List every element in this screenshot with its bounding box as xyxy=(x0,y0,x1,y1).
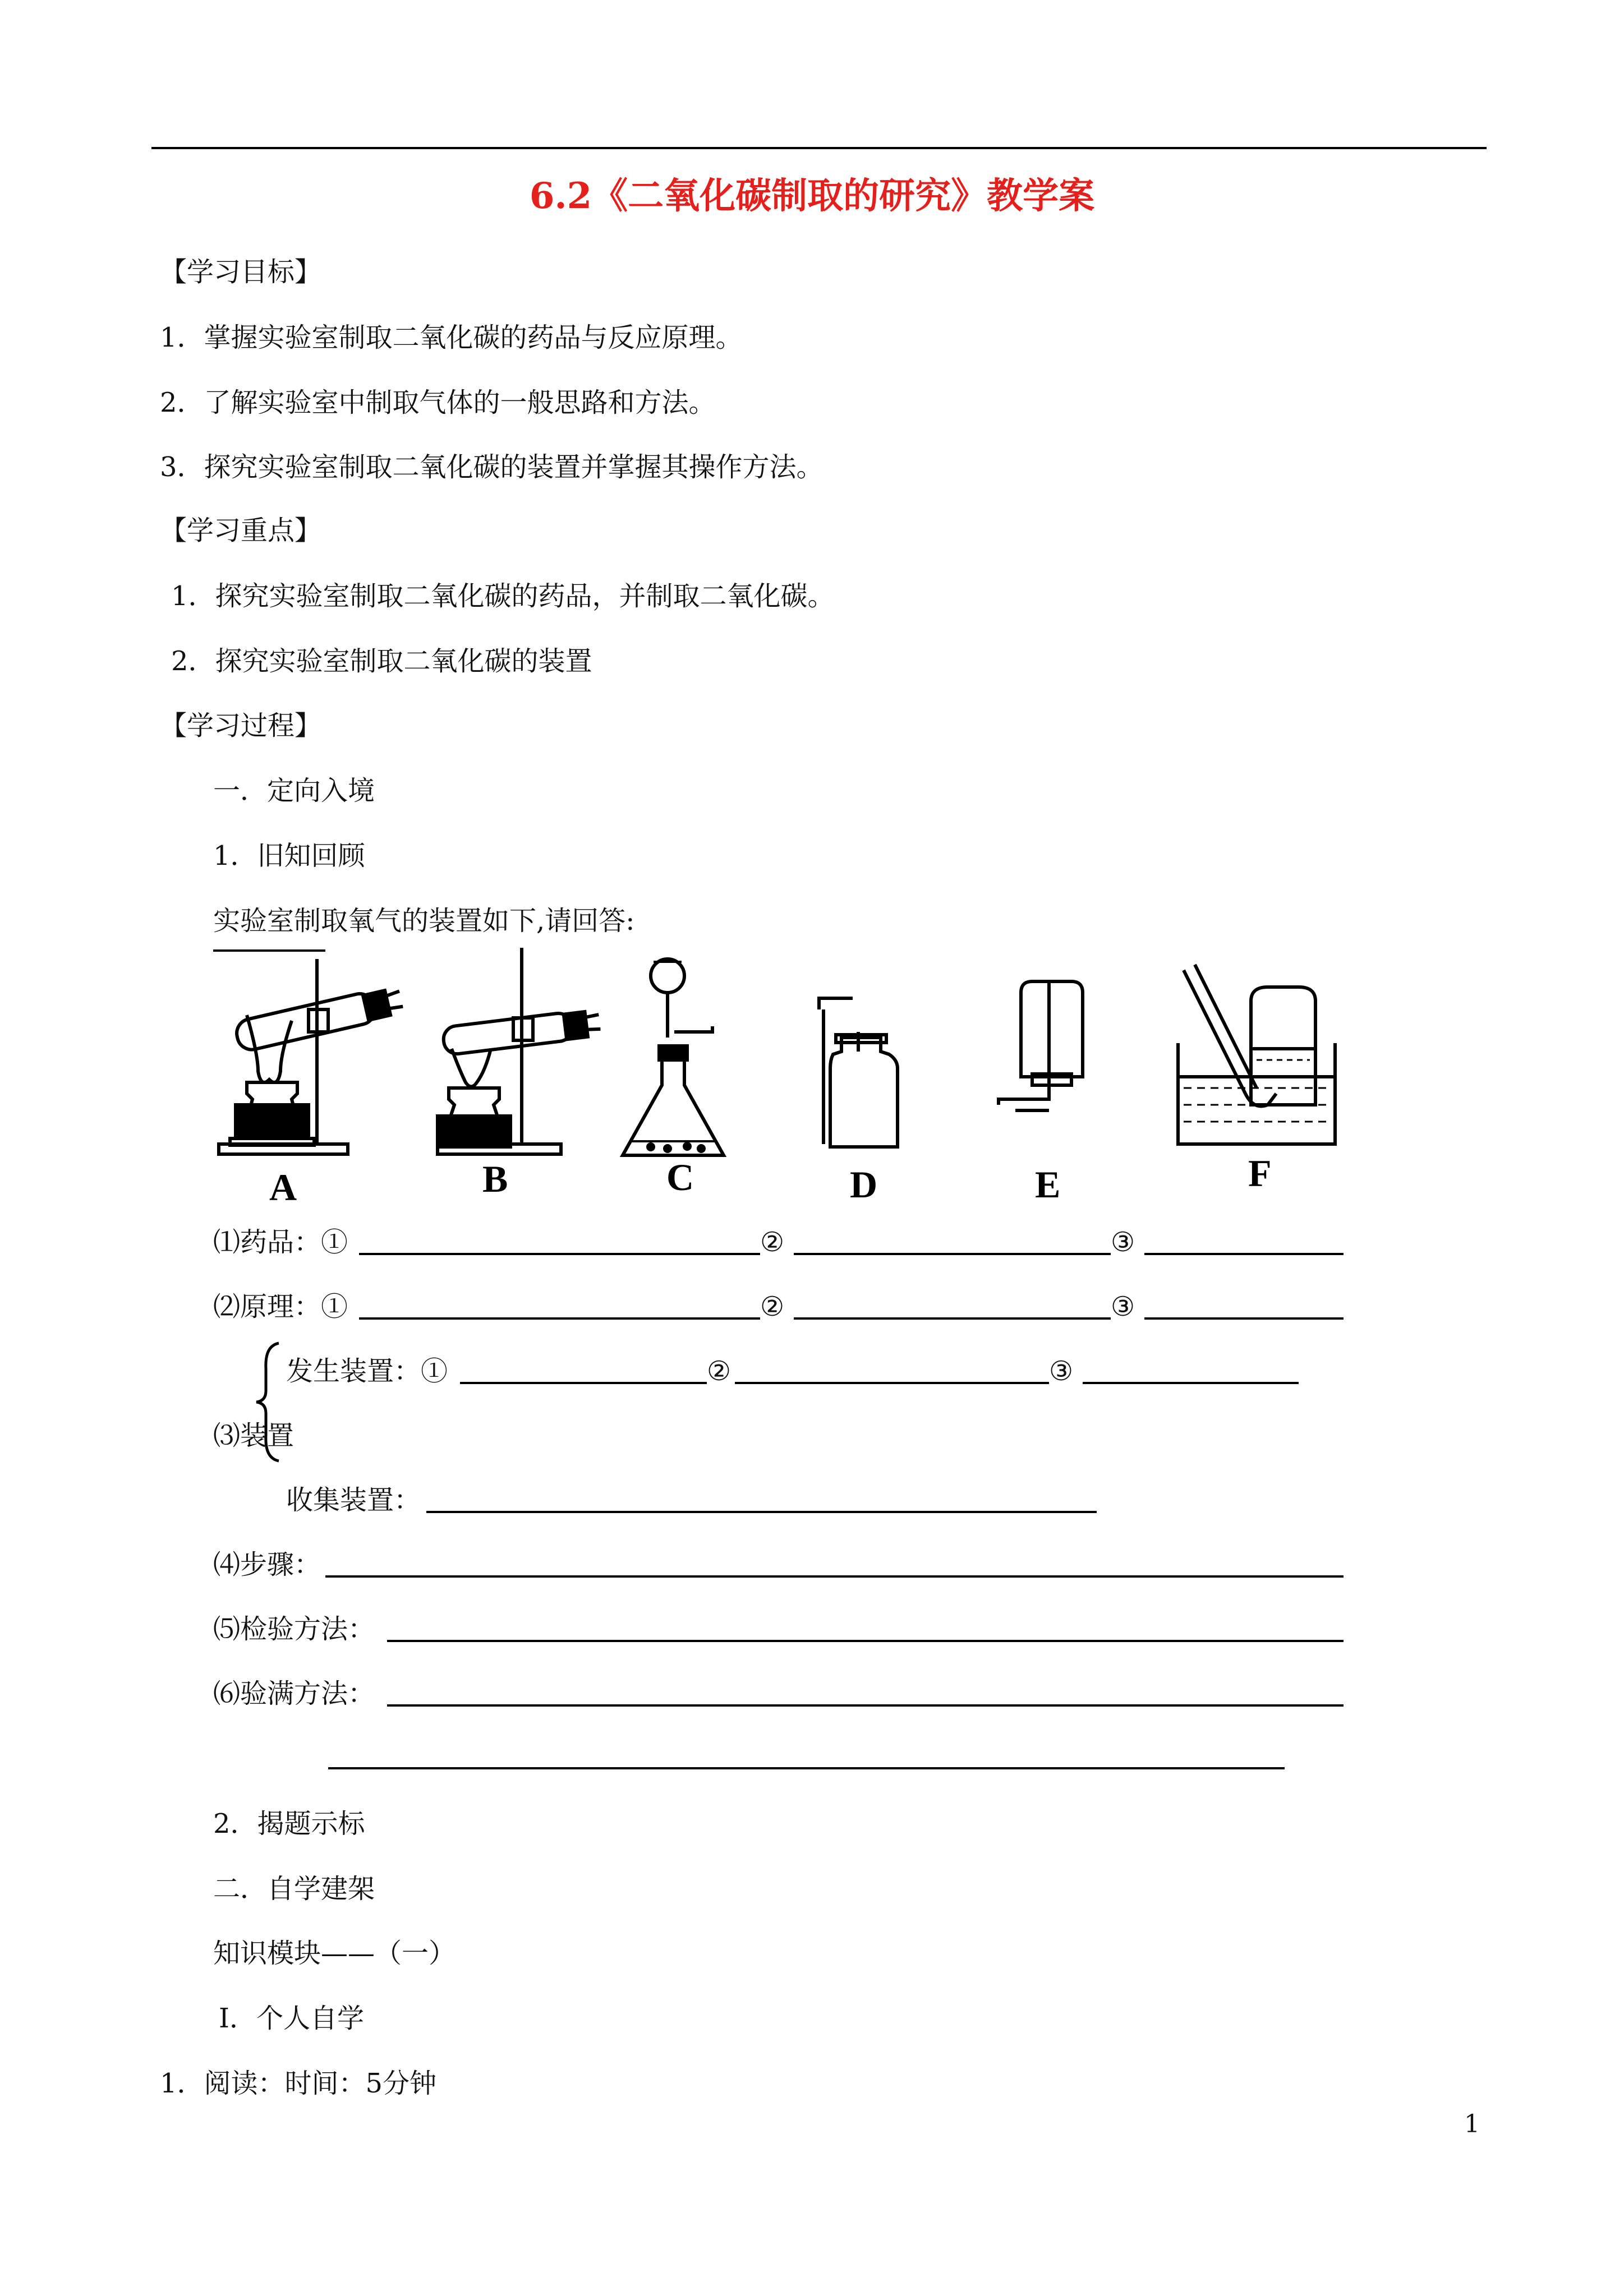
knowledge-module: 知识模块——（一） xyxy=(213,1938,456,1969)
q1-circle-3: ③ xyxy=(1111,1227,1135,1258)
page-number: 1 xyxy=(1464,2110,1480,2138)
q5-test-method-label: ⑸检验方法： xyxy=(213,1613,375,1645)
q3-collection-blank[interactable] xyxy=(426,1511,1097,1513)
figure-label-f: F xyxy=(1248,1152,1272,1195)
figure-label-b: B xyxy=(482,1158,508,1200)
q3-circle-2: ② xyxy=(707,1356,732,1387)
q1-drugs-label: ⑴药品：① xyxy=(213,1227,348,1258)
heading-key-points: 【学习重点】 xyxy=(160,515,322,546)
page-title: 6.2《二氧化碳制取的研究》教学案 xyxy=(529,175,1095,217)
q5-test-method-blank[interactable] xyxy=(387,1640,1344,1642)
q6-full-check-blank[interactable] xyxy=(387,1704,1344,1707)
subsection-objectives-reveal: 2．揭题示标 xyxy=(213,1808,365,1839)
subsection-review: 1．旧知回顾 xyxy=(213,840,365,872)
q2-circle-3: ③ xyxy=(1111,1291,1135,1322)
apparatus-a xyxy=(213,951,405,1154)
key-point-1: 1．探究实验室制取二氧化碳的药品，并制取二氧化碳。 xyxy=(171,580,835,612)
q1-blank-1[interactable] xyxy=(359,1253,760,1255)
q2-blank-1[interactable] xyxy=(359,1317,760,1320)
q2-principle-label: ⑵原理：① xyxy=(213,1291,348,1322)
q1-circle-2: ② xyxy=(760,1227,785,1258)
q2-circle-2: ② xyxy=(760,1291,785,1322)
q3-collection-label: 收集装置： xyxy=(286,1484,421,1516)
q2-blank-2[interactable] xyxy=(794,1317,1111,1320)
figure-label-c: C xyxy=(666,1156,694,1198)
apparatus-c xyxy=(623,959,724,1155)
apparatus-f xyxy=(1178,965,1335,1144)
q3-generator-label: 发生装置：① xyxy=(286,1356,448,1387)
q3-generator-blank-3[interactable] xyxy=(1083,1382,1299,1384)
q6-full-check-blank-2[interactable] xyxy=(328,1767,1285,1769)
figure-label-a: A xyxy=(269,1166,297,1209)
q4-steps-label: ⑷步骤： xyxy=(213,1549,321,1580)
objective-2: 2．了解实验室中制取气体的一般思路和方法。 xyxy=(160,387,716,418)
apparatus-d xyxy=(819,998,898,1147)
q3-generator-blank-2[interactable] xyxy=(735,1382,1049,1384)
q3-circle-3: ③ xyxy=(1049,1356,1074,1387)
reading-task: 1．阅读：时间：5分钟 xyxy=(160,2068,437,2099)
personal-study: Ⅰ．个人自学 xyxy=(219,2003,364,2034)
objective-3: 3．探究实验室制取二氧化碳的装置并掌握其操作方法。 xyxy=(160,451,823,483)
apparatus-b xyxy=(438,948,601,1154)
q6-full-check-label: ⑹验满方法： xyxy=(213,1678,375,1709)
q1-blank-3[interactable] xyxy=(1144,1253,1344,1255)
objective-1: 1．掌握实验室制取二氧化碳的药品与反应原理。 xyxy=(160,322,743,353)
q3-generator-blank-1[interactable] xyxy=(460,1382,707,1384)
q4-steps-blank[interactable] xyxy=(325,1575,1344,1578)
figure-label-e: E xyxy=(1035,1163,1061,1206)
heading-objectives: 【学习目标】 xyxy=(160,256,322,288)
apparatus-e xyxy=(999,981,1083,1110)
top-rule xyxy=(151,147,1487,149)
heading-process: 【学习过程】 xyxy=(160,710,322,741)
section-1-heading: 一．定向入境 xyxy=(213,775,375,806)
figure-label-d: D xyxy=(850,1163,878,1206)
q1-blank-2[interactable] xyxy=(794,1253,1111,1255)
intro-text: 实验室制取氧气的装置如下,请回答: xyxy=(213,905,635,937)
section-2-heading: 二．自学建架 xyxy=(213,1873,375,1905)
key-point-2: 2．探究实验室制取二氧化碳的装置 xyxy=(171,646,592,677)
oxygen-apparatus-figure xyxy=(213,948,1352,1211)
q3-apparatus-label: ⑶装置 xyxy=(213,1420,295,1451)
q2-blank-3[interactable] xyxy=(1144,1317,1344,1320)
